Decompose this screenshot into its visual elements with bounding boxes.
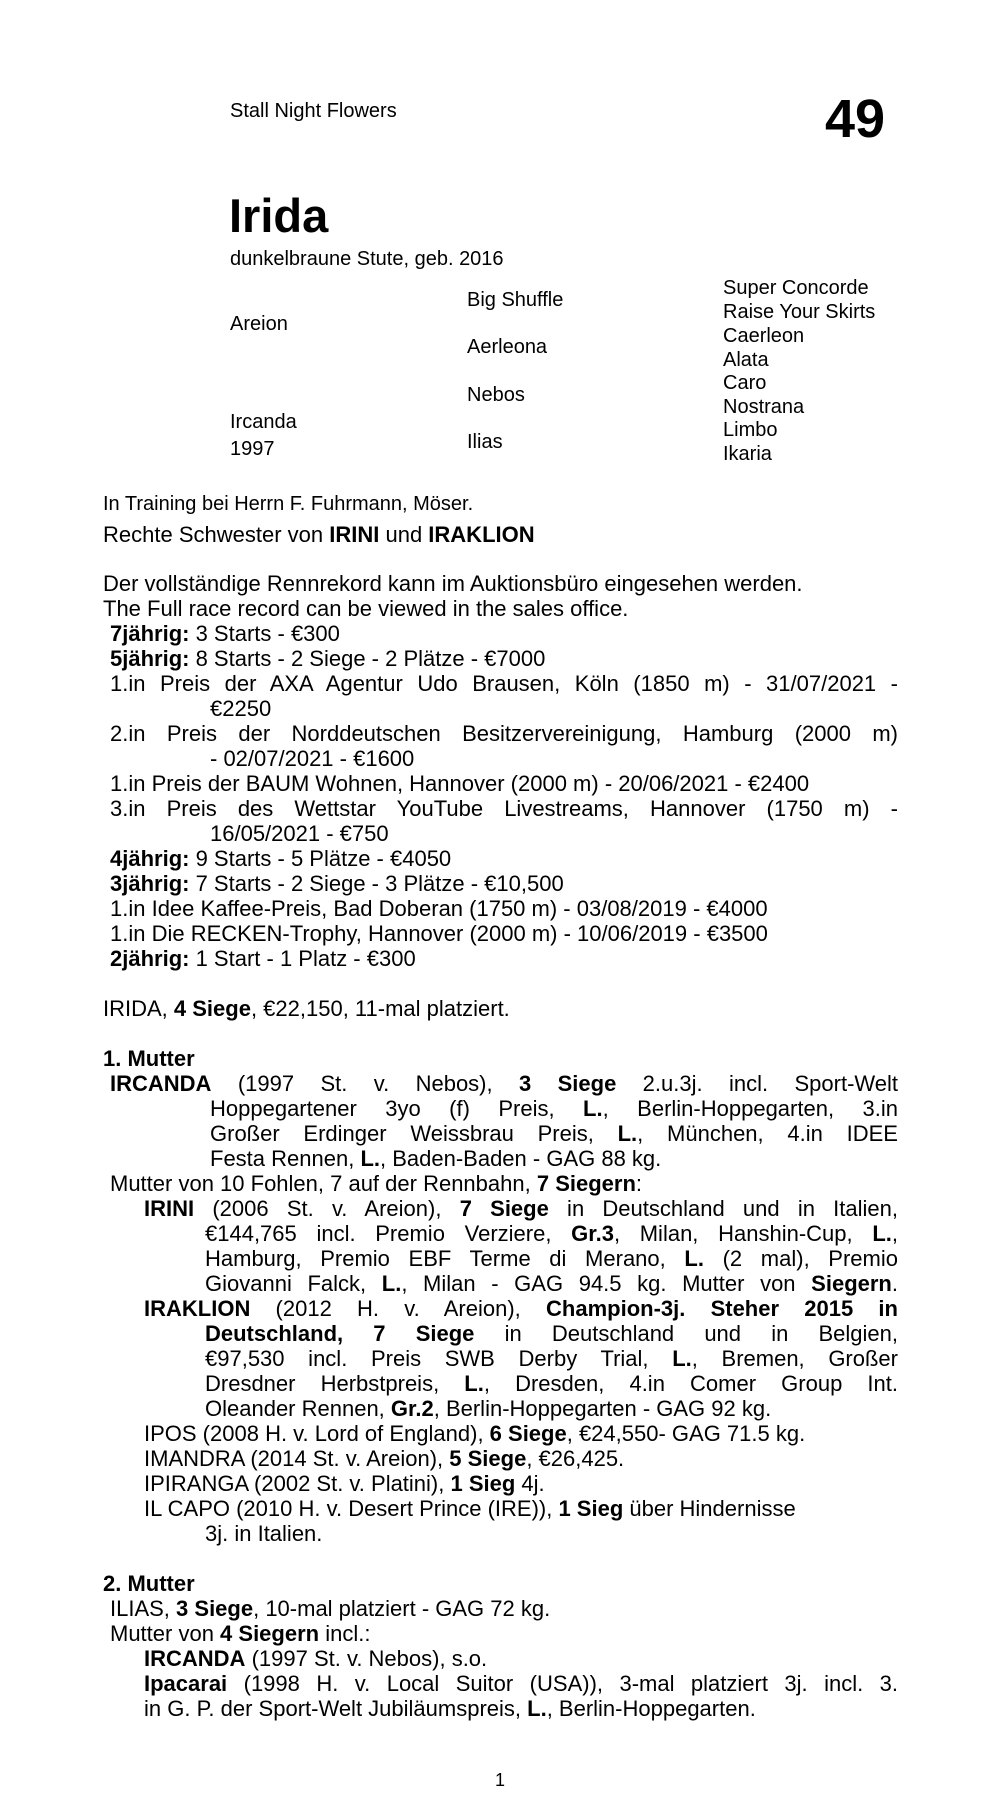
race-result: €2250 bbox=[210, 696, 272, 721]
sibling-info bbox=[103, 522, 535, 548]
offspring-name: IRAKLION bbox=[144, 1296, 251, 1321]
summary-wins: 4 Siege bbox=[173, 996, 251, 1021]
training-info: In Training bei Herrn F. Fuhrmann, Möser. bbox=[103, 493, 474, 515]
race-result: 1.in Die RECKEN-Trophy, Hannover (2000 m) - 10/06/2019 - €3500 bbox=[110, 921, 768, 946]
dam1-line: Festa Rennen, L., Baden-Baden - GAG 88 kg. bbox=[210, 1146, 662, 1171]
pedigree-great-grandparent: Limbo bbox=[723, 419, 778, 441]
offspring-ipos: IPOS (2008 H. v. Lord of England), 6 Siege, €24,550- GAG 71.5 kg. bbox=[144, 1421, 806, 1446]
offspring-line: 3j. in Italien. bbox=[205, 1521, 323, 1546]
dam2-line: ILIAS, 3 Siege, 10-mal platziert - GAG 72 kg. bbox=[110, 1596, 551, 1621]
record-age-label: 3jährig: bbox=[110, 871, 190, 896]
dam1-line: Großer Erdinger Weissbrau Preis, L., München, 4.in IDEE bbox=[210, 1121, 898, 1146]
horse-name: Irida bbox=[229, 189, 329, 242]
record-7y bbox=[103, 621, 898, 646]
offspring-line: Deutschland, 7 Siege in Deutschland und in Belgien, bbox=[205, 1321, 898, 1346]
record-note-en: The Full race record can be viewed in the sales office. bbox=[103, 596, 629, 621]
offspring-iraklion: IRAKLION (2012 H. v. Areion), Champion-3j. Steher 2015 in bbox=[144, 1296, 898, 1321]
offspring-ipiranga: IPIRANGA (2002 St. v. Platini), 1 Sieg 4j. bbox=[144, 1471, 545, 1496]
pedigree-great-grandparent: Caro bbox=[723, 372, 767, 394]
dam2-heading: 2. Mutter bbox=[103, 1571, 195, 1596]
race-result: 1.in Idee Kaffee-Preis, Bad Doberan (1750 m) - 03/08/2019 - €4000 bbox=[110, 896, 768, 921]
dam1-line: IRCANDA (1997 St. v. Nebos), 3 Siege 2.u.3j. incl. Sport-Welt bbox=[110, 1071, 898, 1096]
offspring-line: Oleander Rennen, Gr.2, Berlin-Hoppegarten - GAG 92 kg. bbox=[205, 1396, 772, 1421]
record-age-label: 5jährig: bbox=[110, 646, 190, 671]
sibling-name-iraklion: IRAKLION bbox=[428, 522, 535, 547]
offspring-irini: IRINI (2006 St. v. Areion), 7 Siege in Deutschland und in Italien, bbox=[144, 1196, 898, 1221]
dam1-line: Hoppegartener 3yo (f) Preis, L., Berlin-Hoppegarten, 3.in bbox=[210, 1096, 898, 1121]
pedigree-dam-year: 1997 bbox=[230, 438, 275, 460]
offspring-line: in G. P. der Sport-Welt Jubiläumspreis, L., Berlin-Hoppegarten. bbox=[144, 1696, 756, 1721]
race-result: - 02/07/2021 - €1600 bbox=[210, 746, 415, 771]
pedigree-sire: Areion bbox=[230, 313, 288, 335]
pedigree-great-grandparent: Super Concorde bbox=[723, 277, 869, 299]
pedigree-grandparent: Ilias bbox=[467, 431, 503, 453]
dam2-offspring-ircanda: IRCANDA (1997 St. v. Nebos), s.o. bbox=[144, 1646, 488, 1671]
race-result: 16/05/2021 - €750 bbox=[210, 821, 389, 846]
sibling-prefix: Rechte Schwester von bbox=[103, 522, 330, 547]
offspring-name: IRINI bbox=[144, 1196, 195, 1221]
horse-description: dunkelbraune Stute, geb. 2016 bbox=[230, 248, 504, 270]
pedigree-great-grandparent: Raise Your Skirts bbox=[723, 301, 876, 323]
offspring-imandra: IMANDRA (2014 St. v. Areion), 5 Siege, €26,425. bbox=[144, 1446, 625, 1471]
record-age-text: 8 Starts - 2 Siege - 2 Plätze - €7000 bbox=[189, 646, 546, 671]
summary bbox=[103, 996, 898, 1021]
summary-text: , €22,150, 11-mal platziert. bbox=[250, 996, 510, 1021]
race-result: 2.in Preis der Norddeutschen Besitzervereinigung, Hamburg (2000 m) bbox=[110, 721, 898, 746]
dam1-name: IRCANDA bbox=[110, 1071, 212, 1096]
sibling-mid: und bbox=[379, 522, 429, 547]
lot-number: 49 bbox=[825, 89, 886, 149]
record-3y bbox=[103, 871, 898, 896]
pedigree-grandparent: Nebos bbox=[467, 384, 525, 406]
offspring-line: €144,765 incl. Premio Verziere, Gr.3, Milan, Hanshin-Cup, L., bbox=[205, 1221, 898, 1246]
record-5y bbox=[103, 646, 898, 671]
record-note-de: Der vollständige Rennrekord kann im Auktionsbüro eingesehen werden. bbox=[103, 571, 803, 596]
sibling-name-irini: IRINI bbox=[329, 522, 380, 547]
race-result: 1.in Preis der BAUM Wohnen, Hannover (2000 m) - 20/06/2021 - €2400 bbox=[110, 771, 810, 796]
dam1-foals: Mutter von 10 Fohlen, 7 auf der Rennbahn, 7 Siegern: bbox=[110, 1171, 643, 1196]
offspring-il-capo: IL CAPO (2010 H. v. Desert Prince (IRE)), 1 Sieg über Hindernisse bbox=[144, 1496, 796, 1521]
pedigree-great-grandparent: Nostrana bbox=[723, 396, 805, 418]
dam2-offspring-ipacarai: Ipacarai (1998 H. v. Local Suitor (USA)), 3-mal platziert 3j. incl. 3. bbox=[144, 1671, 898, 1696]
dam2-line: Mutter von 4 Siegern incl.: bbox=[110, 1621, 371, 1646]
record-4y bbox=[103, 846, 898, 871]
offspring-line: Giovanni Falck, L., Milan - GAG 94.5 kg. Mutter von Siegern. bbox=[205, 1271, 898, 1296]
offspring-line: €97,530 incl. Preis SWB Derby Trial, L., Bremen, Großer bbox=[205, 1346, 898, 1371]
race-result: 1.in Preis der AXA Agentur Udo Brausen, Köln (1850 m) - 31/07/2021 - bbox=[110, 671, 898, 696]
pedigree-great-grandparent: Caerleon bbox=[723, 325, 805, 347]
record-age-text: 3 Starts - €300 bbox=[189, 621, 340, 646]
summary-text: IRIDA, bbox=[103, 996, 174, 1021]
race-result: 3.in Preis des Wettstar YouTube Livestreams, Hannover (1750 m) - bbox=[110, 796, 898, 821]
record-age-label: 4jährig: bbox=[110, 846, 190, 871]
pedigree-grandparent: Aerleona bbox=[467, 336, 548, 358]
race-record bbox=[103, 571, 898, 1721]
record-age-text: 7 Starts - 2 Siege - 3 Plätze - €10,500 bbox=[189, 871, 564, 896]
pedigree-dam: Ircanda bbox=[230, 411, 297, 433]
record-2y bbox=[103, 946, 898, 971]
record-age-text: 1 Start - 1 Platz - €300 bbox=[189, 946, 416, 971]
page-number: 1 bbox=[495, 1770, 506, 1790]
pedigree-great-grandparent: Alata bbox=[723, 349, 769, 371]
pedigree-grandparent: Big Shuffle bbox=[467, 289, 564, 311]
record-age-label: 7jährig: bbox=[110, 621, 190, 646]
record-age-text: 9 Starts - 5 Plätze - €4050 bbox=[189, 846, 452, 871]
record-age-label: 2jährig: bbox=[110, 946, 190, 971]
dam1-heading: 1. Mutter bbox=[103, 1046, 195, 1071]
pedigree-great-grandparent: Ikaria bbox=[723, 443, 772, 465]
consignor-name: Stall Night Flowers bbox=[230, 100, 397, 122]
offspring-line: Hamburg, Premio EBF Terme di Merano, L. (2 mal), Premio bbox=[205, 1246, 898, 1271]
offspring-line: Dresdner Herbstpreis, L., Dresden, 4.in Comer Group Int. bbox=[205, 1371, 898, 1396]
